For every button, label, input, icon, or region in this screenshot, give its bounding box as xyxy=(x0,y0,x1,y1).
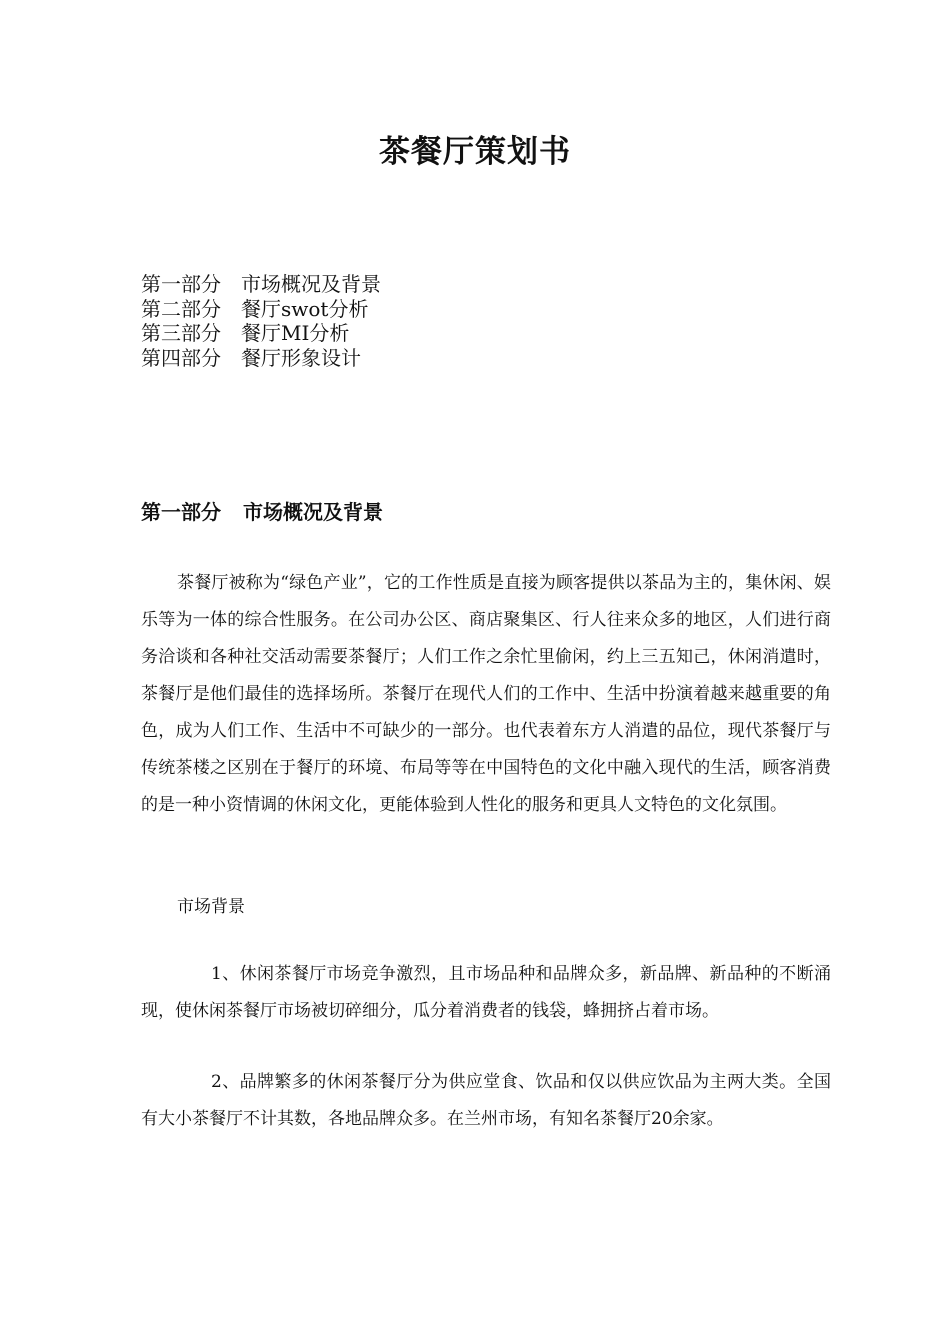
toc-item-title: 市场概况及背景 xyxy=(241,272,381,296)
toc-item-number: 第四部分 xyxy=(141,345,221,370)
toc-item xyxy=(141,272,381,297)
section-number: 第一部分 xyxy=(141,500,221,524)
subheading-market-background: 市场背景 xyxy=(177,897,245,917)
toc-item-title: 餐厅swot分析 xyxy=(241,296,369,321)
section-heading xyxy=(141,496,383,525)
market-point-1: 1、休闲茶餐厅市场竞争激烈，且市场品种和品牌众多，新品牌、新品种的不断涌现，使休闲茶餐厅市场被切碎细分，瓜分着消费者的钱袋，蜂拥挤占着市场。 xyxy=(141,964,831,1021)
toc-item-number: 第一部分 xyxy=(141,272,221,296)
toc-item-title: 餐厅形象设计 xyxy=(241,345,361,370)
document-title: 茶餐厅策划书 xyxy=(379,134,571,170)
toc-item xyxy=(141,297,381,322)
toc-item-number: 第三部分 xyxy=(141,321,221,345)
table-of-contents xyxy=(141,272,381,370)
toc-item-title: 餐厅MI分析 xyxy=(241,321,350,345)
market-point-2: 2、品牌繁多的休闲茶餐厅分为供应堂食、饮品和仅以供应饮品为主两大类。全国有大小茶餐厅不计其数，各地品牌众多。在兰州市场，有知名茶餐厅20余家。 xyxy=(141,1072,831,1129)
intro-paragraph: 茶餐厅被称为“绿色产业”，它的工作性质是直接为顾客提供以茶品为主的，集休闲、娱乐等为一体的综合性服务。在公司办公区、商店聚集区、行人往来众多的地区，人们进行商务洽谈和各种社交活动需要茶餐厅；人们工作之余忙里偷闲，约上三五知己，休闲消遣时，茶餐厅是他们最佳的选择场所。茶餐厅在现代人们的工作中、生活中扮演着越来越重要的角色，成为人们工作、生活中不可缺少的一部分。也代表着东方人消遣的品位，现代茶餐厅与传统茶楼之区别在于餐厅的环境、布局等等在中国特色的文化中融入现代的生活，顾客消费的是一种小资情调的休闲文化，更能体验到人性化的服务和更具人文特色的文化氛围。 xyxy=(141,573,831,815)
toc-item xyxy=(141,346,381,371)
toc-item-number: 第二部分 xyxy=(141,296,221,321)
section-title: 市场概况及背景 xyxy=(243,500,383,524)
toc-item xyxy=(141,321,381,346)
